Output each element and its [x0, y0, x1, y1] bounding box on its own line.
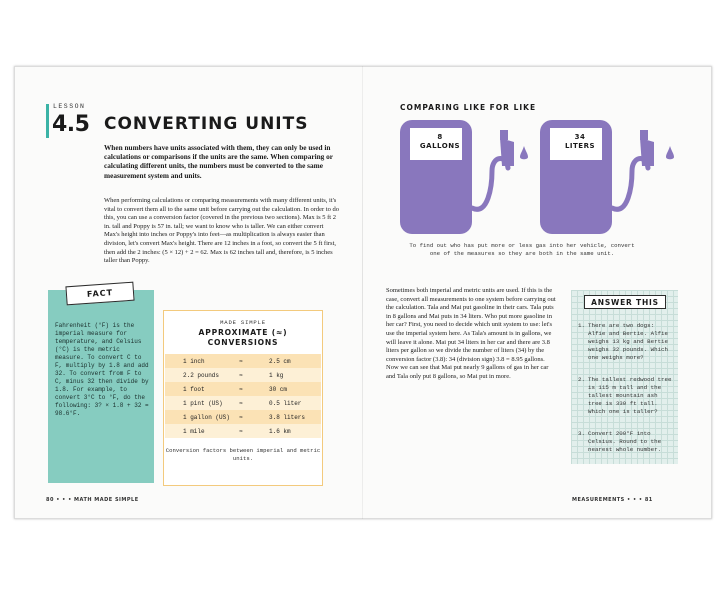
- approx-sign: ≈: [239, 428, 243, 435]
- question-number: 1.: [578, 322, 585, 329]
- lesson-accent-bar: [46, 104, 49, 138]
- conversions-box: [163, 310, 323, 486]
- footer-left: 80 • • • MATH MADE SIMPLE: [46, 497, 139, 503]
- question-number: 3.: [578, 430, 585, 437]
- conversion-metric: 1.6 km: [269, 428, 291, 435]
- conversion-metric: 1 kg: [269, 372, 284, 379]
- body-paragraph-right: Sometimes both imperial and metric units are used. If this is the case, convert all measurements to one system before carrying out the calculation. Tala and Mai put gasoline in their cars. Tala puts in 8 gallons and Mai puts in 34 liters. Who put more gasoline in her car? First, you need to decide which unit system to use: let's use the imperial system here. As Tala's amount is in gallons, we will leave it alone. Mai put 34 liters in her car and there are 3.8 liters per gallon so we divide the number of liters (34) by the conversion factor (3.8): 34 (division sign) 3.8 = 8.95 gallons. Now we can see that Mai put nearly 9 gallons of gas in her car and Tala only put 8 gallons, so Mai put in more.: [386, 287, 556, 380]
- answer-tag: ANSWER THIS: [584, 295, 666, 309]
- conversion-metric: 3.8 liters: [269, 414, 306, 421]
- table-row: [165, 396, 321, 410]
- conversion-metric: 2.5 cm: [269, 358, 291, 365]
- footer-right: MEASUREMENTS • • • 81: [572, 497, 653, 503]
- conversion-imperial: 1 gallon (US): [183, 414, 230, 421]
- pump2-amount: 34: [574, 133, 586, 141]
- pump1-label: [418, 133, 462, 151]
- lesson-title: CONVERTING UNITS: [104, 114, 309, 134]
- body-paragraph-left: When performing calculations or comparing measurements with many different units, it's vital to convert them all to the same unit before carrying out the calculation. In order to do this, you can use a conversion factor (covered in the previous two sections). Max is 5 ft 2 in. tall and Poppy is 57 in. tall; we want to know who is taller. We can either convert Max's height into inches or Poppy's into feet—as multiplication is always easier than division, let's convert Max's height. There are 12 inches in a foot, so convert the 5 ft first, then add the 2 inches: (5 × 12) + 2 = 62. Max is 62 inches tall and, therefore, is 5 inches taller than Poppy.: [104, 197, 340, 265]
- compare-title: COMPARING LIKE FOR LIKE: [400, 103, 537, 112]
- table-row: [165, 382, 321, 396]
- question-number: 2.: [578, 376, 585, 383]
- question-text: Convert 200°F into Celsius. Round to the nearest whole number.: [588, 430, 662, 453]
- question-text: The tallest redwood tree is 115 m tall and the tallest mountain ash tree is 330 ft tall. Which one is taller?: [588, 376, 672, 415]
- conversion-metric: 30 cm: [269, 386, 288, 393]
- conversions-subtitle: MADE SIMPLE: [220, 319, 266, 326]
- pump2-unit: LITERS: [564, 142, 596, 150]
- conversions-table: [165, 354, 321, 438]
- conversions-title-line1: APPROXIMATE (≈): [198, 328, 288, 337]
- pump1-unit: GALLONS: [419, 142, 461, 150]
- intro-paragraph: When numbers have units associated with them, they can only be used in calculations or comparisons if the units are the same. When comparing or calculating different units, the numbers must be converted to the same measurement system and units.: [104, 143, 333, 180]
- approx-sign: ≈: [239, 372, 243, 379]
- conversion-metric: 0.5 liter: [269, 400, 302, 407]
- table-row: [165, 424, 321, 438]
- table-row: [165, 354, 321, 368]
- approx-sign: ≈: [239, 400, 243, 407]
- conversion-imperial: 1 inch: [183, 358, 205, 365]
- approx-sign: ≈: [239, 414, 243, 421]
- question-item: [578, 376, 674, 416]
- answer-this-box: [571, 290, 678, 464]
- question-item: [578, 430, 674, 454]
- table-row: [165, 410, 321, 424]
- pumps-caption: To find out who has put more or less gas into her vehicle, convert one of the measures so they are both in the same unit.: [409, 242, 635, 258]
- gas-pumps-illustration: [396, 116, 696, 236]
- conversion-imperial: 1 mile: [183, 428, 205, 435]
- conversions-title-line2: CONVERSIONS: [207, 338, 279, 347]
- approx-sign: ≈: [239, 358, 243, 365]
- conversion-imperial: 1 foot: [183, 386, 205, 393]
- page-gutter: [362, 66, 363, 519]
- fact-tag: FACT: [65, 282, 134, 306]
- question-item: [578, 322, 674, 362]
- lesson-number: 4.5: [52, 112, 90, 137]
- table-row: [165, 368, 321, 382]
- pump1-amount: 8: [437, 133, 443, 141]
- approx-sign: ≈: [239, 386, 243, 393]
- fact-box: [48, 290, 154, 483]
- lesson-label: LESSON: [53, 103, 86, 110]
- conversions-caption: Conversion factors between imperial and metric units.: [165, 447, 321, 462]
- pump2-label: [558, 133, 602, 151]
- question-text: There are two dogs: Alfie and Bertie. Alfie weighs 13 kg and Bertie weighs 32 pounds. Which one weighs more?: [588, 322, 669, 361]
- fact-text: Fahrenheit (°F) is the imperial measure for temperature, and Celsius (°C) is the metric measure. To convert C to F, multiply by 1.8 and add 32. To convert from F to C, minus 32 then divide by 1.8. For example, to convert 3°C to °F, do the following: 3? × 1.8 + 32 = 98.6°F.: [55, 322, 149, 417]
- conversion-imperial: 2.2 pounds: [183, 372, 220, 379]
- conversion-imperial: 1 pint (US): [183, 400, 223, 407]
